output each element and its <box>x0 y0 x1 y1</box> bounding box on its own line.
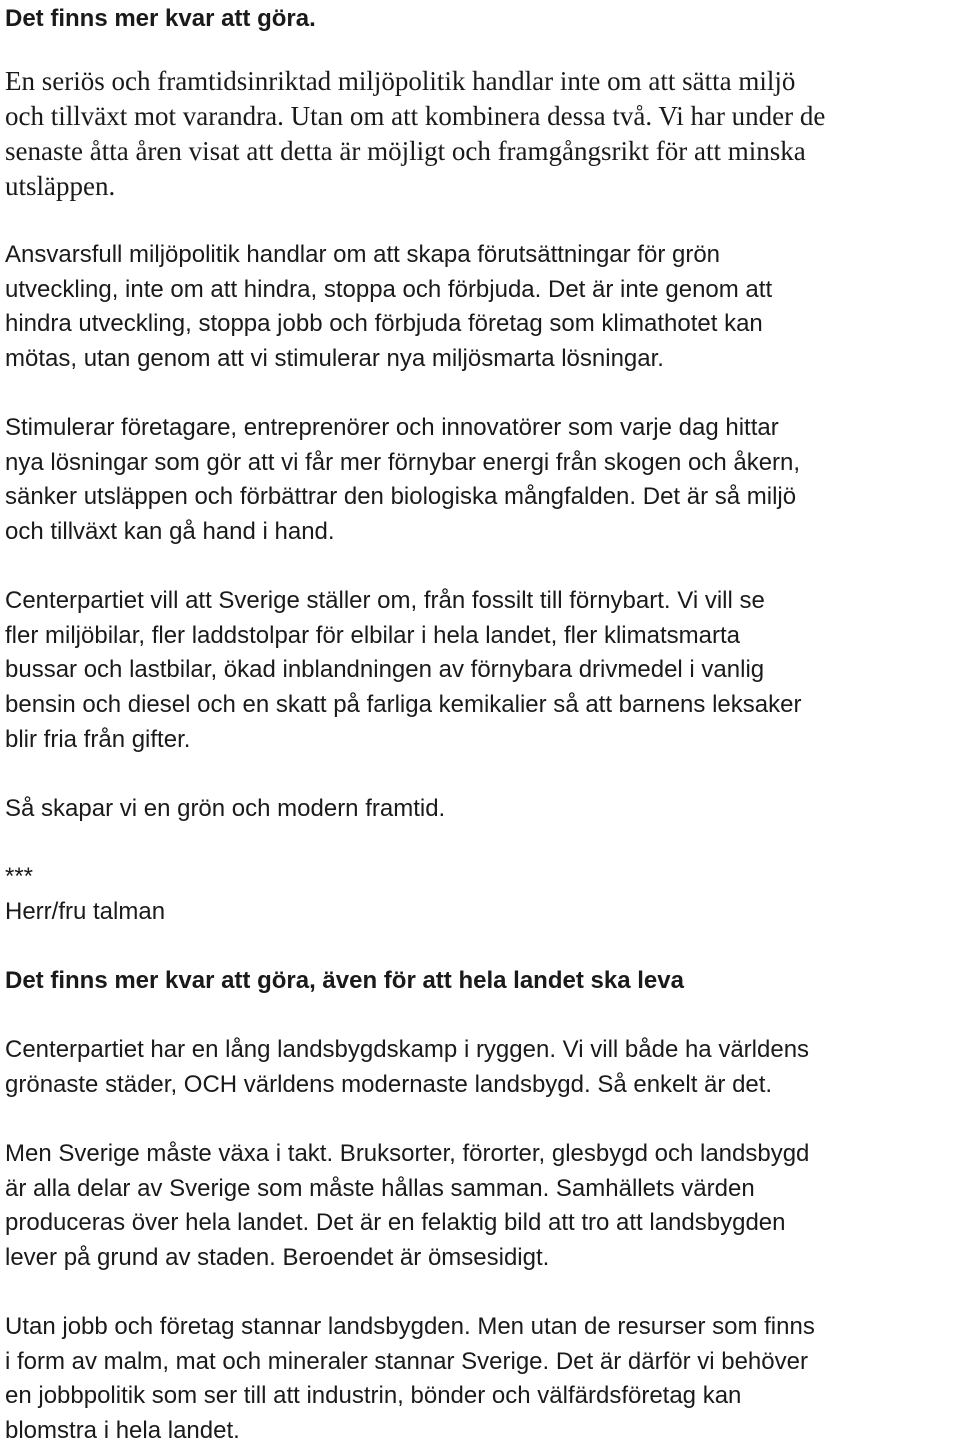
paragraph-8-line-3: en jobbpolitik som ser till att industrin, bönder och välfärdsföretag kan <box>5 1382 742 1409</box>
paragraph-3-line-1: Stimulerar företagare, entreprenörer och innovatörer som varje dag hittar <box>5 414 779 441</box>
paragraph-6-line-1: Centerpartiet har en lång landsbygdskamp i ryggen. Vi vill både ha världens <box>5 1036 810 1063</box>
paragraph-6-line-2: grönaste städer, OCH världens modernaste landsbygd. Så enkelt är det. <box>5 1071 773 1098</box>
paragraph-4-line-5: blir fria från gifter. <box>5 726 191 753</box>
paragraph-1-line-1: En seriös och framtidsinriktad miljöpolitik handlar inte om att sätta miljö <box>5 66 796 96</box>
paragraph-8-line-1: Utan jobb och företag stannar landsbygden. Men utan de resurser som finns <box>5 1313 815 1340</box>
paragraph-7-line-2: är alla delar av Sverige som måste hållas samman. Samhällets värden <box>5 1175 755 1202</box>
separator: *** <box>5 863 34 890</box>
paragraph-5: Så skapar vi en grön och modern framtid. <box>5 795 446 822</box>
paragraph-3-line-4: och tillväxt kan gå hand i hand. <box>5 518 335 545</box>
heading-top: Det finns mer kvar att göra. <box>5 5 316 32</box>
paragraph-2-line-1: Ansvarsfull miljöpolitik handlar om att skapa förutsättningar för grön <box>5 241 721 268</box>
paragraph-7-line-1: Men Sverige måste växa i takt. Bruksorter, förorter, glesbygd och landsbygd <box>5 1140 810 1167</box>
salutation: Herr/fru talman <box>5 898 166 925</box>
paragraph-1-line-4: utsläppen. <box>5 171 116 201</box>
paragraph-4-line-4: bensin och diesel och en skatt på farliga kemikalier så att barnens leksaker <box>5 691 802 718</box>
paragraph-7-line-4: lever på grund av staden. Beroendet är ömsesidigt. <box>5 1244 550 1271</box>
paragraph-3-line-3: sänker utsläppen och förbättrar den biologiska mångfalden. Det är så miljö <box>5 483 797 510</box>
paragraph-2-line-3: hindra utveckling, stoppa jobb och förbjuda företag som klimathotet kan <box>5 310 763 337</box>
paragraph-1-line-3: senaste åtta åren visat att detta är möjligt och framgångsrikt för att minska <box>5 136 806 166</box>
paragraph-7-line-3: produceras över hela landet. Det är en felaktig bild att tro att landsbygden <box>5 1209 786 1236</box>
paragraph-4-line-2: fler miljöbilar, fler laddstolpar för elbilar i hela landet, fler klimatsmarta <box>5 622 740 649</box>
paragraph-1-line-2: och tillväxt mot varandra. Utan om att kombinera dessa två. Vi har under de <box>5 101 826 131</box>
paragraph-2-line-4: mötas, utan genom att vi stimulerar nya miljösmarta lösningar. <box>5 345 664 372</box>
paragraph-3-line-2: nya lösningar som gör att vi får mer förnybar energi från skogen och åkern, <box>5 449 801 476</box>
paragraph-8-line-2: i form av malm, mat och mineraler stannar Sverige. Det är därför vi behöver <box>5 1348 808 1375</box>
paragraph-4-line-3: bussar och lastbilar, ökad inblandningen av förnybara drivmedel i vanlig <box>5 656 765 683</box>
paragraph-2-line-2: utveckling, inte om att hindra, stoppa och förbjuda. Det är inte genom att <box>5 276 773 303</box>
paragraph-4-line-1: Centerpartiet vill att Sverige ställer om, från fossilt till förnybart. Vi vill se <box>5 587 765 614</box>
heading-2: Det finns mer kvar att göra, även för att hela landet ska leva <box>5 967 684 994</box>
paragraph-8-line-4: blomstra i hela landet. <box>5 1417 240 1444</box>
